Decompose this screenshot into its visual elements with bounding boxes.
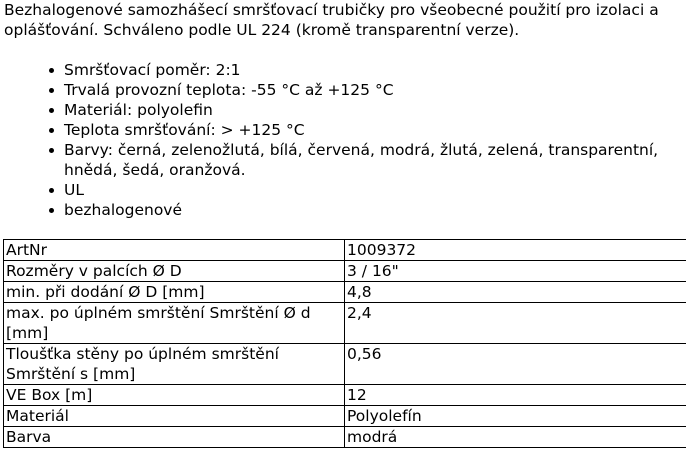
spec-value: 2,4 [345,303,686,344]
spec-label: Barva [4,427,345,448]
feature-item-colors: Barvy: černá, zelenožlutá, bílá, červená, modrá, žlutá, zelená, transparentní, hnědá, šedá, oranžová. [64,140,664,180]
spec-row-artnr [4,240,686,261]
spec-value: 12 [345,385,686,406]
spec-label: max. po úplném smrštění Smrštění Ø d [mm] [4,303,345,344]
spec-label: VE Box [m] [4,385,345,406]
spec-table [3,239,686,448]
spec-value: 3 / 16" [345,261,686,282]
spec-row-color [4,427,686,448]
feature-item-shrink-temp: Teplota smršťování: > +125 °C [64,120,664,140]
spec-row-ve-box [4,385,686,406]
feature-item-operating-temp: Trvalá provozní teplota: -55 °C až +125 °C [64,80,664,100]
spec-label: min. při dodání Ø D [mm] [4,282,345,303]
feature-item-material: Materiál: polyolefin [64,100,664,120]
spec-label: Rozměry v palcích Ø D [4,261,345,282]
spec-label: ArtNr [4,240,345,261]
feature-list [0,60,664,220]
spec-label: Materiál [4,406,345,427]
spec-row-dimension-inch [4,261,686,282]
spec-row-min-diameter [4,282,686,303]
spec-value: modrá [345,427,686,448]
spec-row-wall-thickness [4,344,686,385]
spec-label: Tloušťka stěny po úplném smrštění Smrštění s [mm] [4,344,345,385]
spec-value: Polyolefín [345,406,686,427]
spec-value: 0,56 [345,344,686,385]
spec-value: 4,8 [345,282,686,303]
feature-item-shrink-ratio: Smršťovací poměr: 2:1 [64,60,664,80]
feature-item-ul: UL [64,180,664,200]
product-description: Bezhalogenové samozhášecí smršťovací trubičky pro všeobecné použití pro izolaci a oplášťování. Schváleno podle UL 224 (kromě transparentní verze). [4,1,659,39]
feature-item-halogen-free: bezhalogenové [64,200,664,220]
spec-row-material [4,406,686,427]
spec-row-max-diameter [4,303,686,344]
spec-value: 1009372 [345,240,686,261]
